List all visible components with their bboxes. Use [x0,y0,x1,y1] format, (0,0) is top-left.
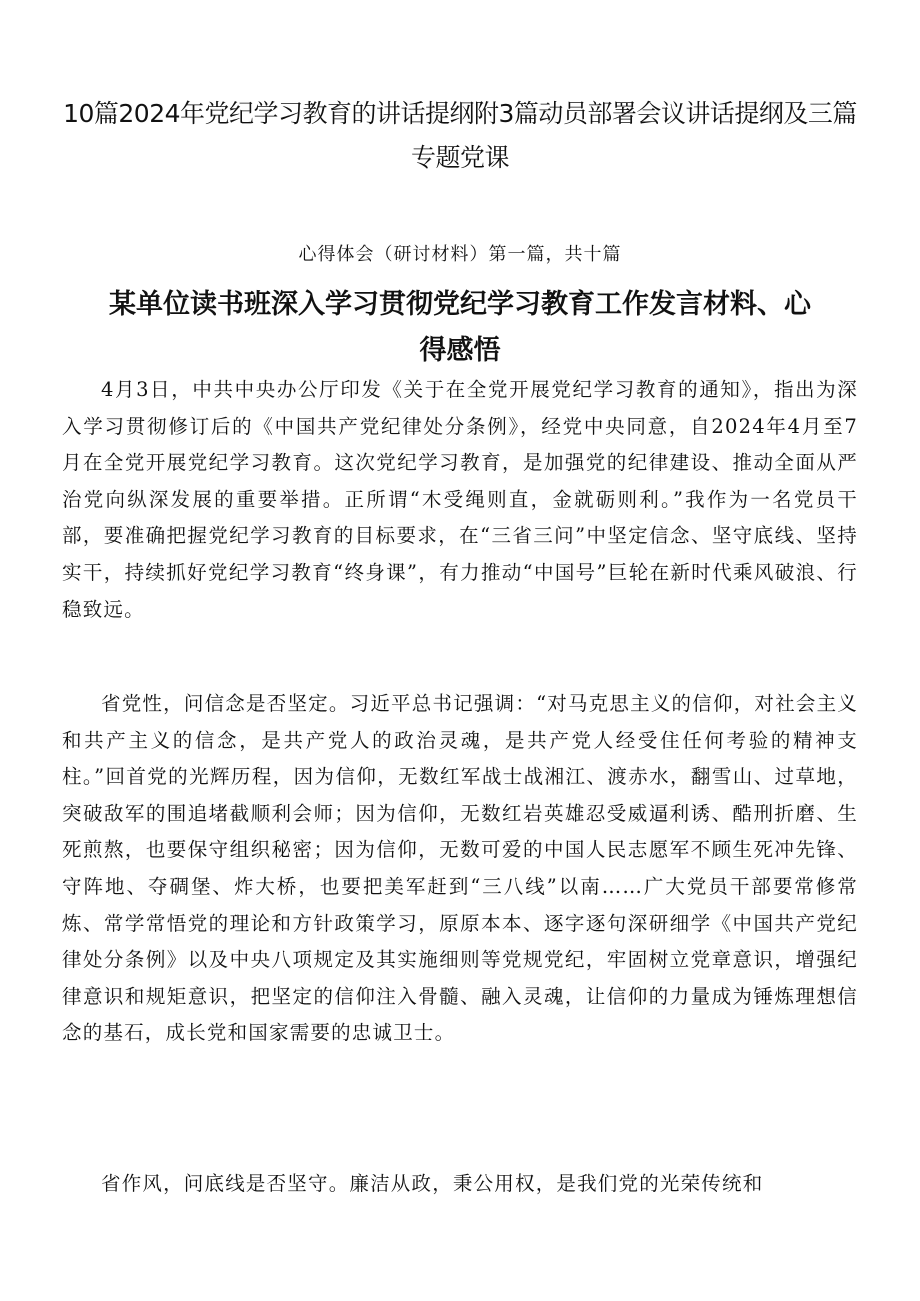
section-label: 心得体会（研讨材料）第一篇，共十篇 [298,244,622,265]
body-paragraph-1: 4月3日，中共中央办公厅印发《关于在全党开展党纪学习教育的通知》，指出为深入学习贯彻修订后的《中国共产党纪律处分条例》，经党中央同意，自2024年4月至7月在全党开展党纪学习教育。这次党纪学习教育，是加强党的纪律建设、推动全面从严治党向纵深发展的重要举措。正所谓“木受绳则直，金就砺则利。”我作为一名党员干部，要准确把握党纪学习教育的目标要求，在“三省三问”中坚定信念、坚守底线、坚持实干，持续抓好党纪学习教育“终身课”，有力推动“中国号”巨轮在新时代乘风破浪、行稳致远。 [62,378,858,621]
document-title: 10篇2024年党纪学习教育的讲话提纲附3篇动员部署会议讲话提纲及三篇专题党课 [63,99,857,172]
article-title: 某单位读书班深入学习贯彻党纪学习教育工作发言材料、心得感悟 [109,289,811,366]
body-paragraph-2: 省党性，问信念是否坚定。习近平总书记强调：“对马克思主义的信仰，对社会主义和共产主义的信念，是共产党人的政治灵魂，是共产党人经受住任何考验的精神支柱。”回首党的光辉历程，因为信仰，无数红军战士战湘江、渡赤水，翻雪山、过草地，突破敌军的围追堵截顺利会师；因为信仰，无数红岩英雄忍受威逼利诱、酷刑折磨、生死煎熬，也要保守组织秘密；因为信仰，无数可爱的中国人民志愿军不顾生死冲先锋、守阵地、夺碉堡、炸大桥，也要把美军赶到“三八线”以南……广大党员干部要常修常炼、常学常悟党的理论和方针政策学习，原原本本、逐字逐句深研细学《中国共产党纪律处分条例》以及中央八项规定及其实施细则等党规党纪，牢固树立党章意识，增强纪律意识和规矩意识，把坚定的信仰注入骨髓、融入灵魂，让信仰的力量成为锤炼理想信念的基石，成长党和国家需要的忠诚卫士。 [62,692,858,1045]
body-paragraph-3: 省作风，问底线是否坚守。廉洁从政，秉公用权，是我们党的光荣传统和 [101,1172,764,1195]
